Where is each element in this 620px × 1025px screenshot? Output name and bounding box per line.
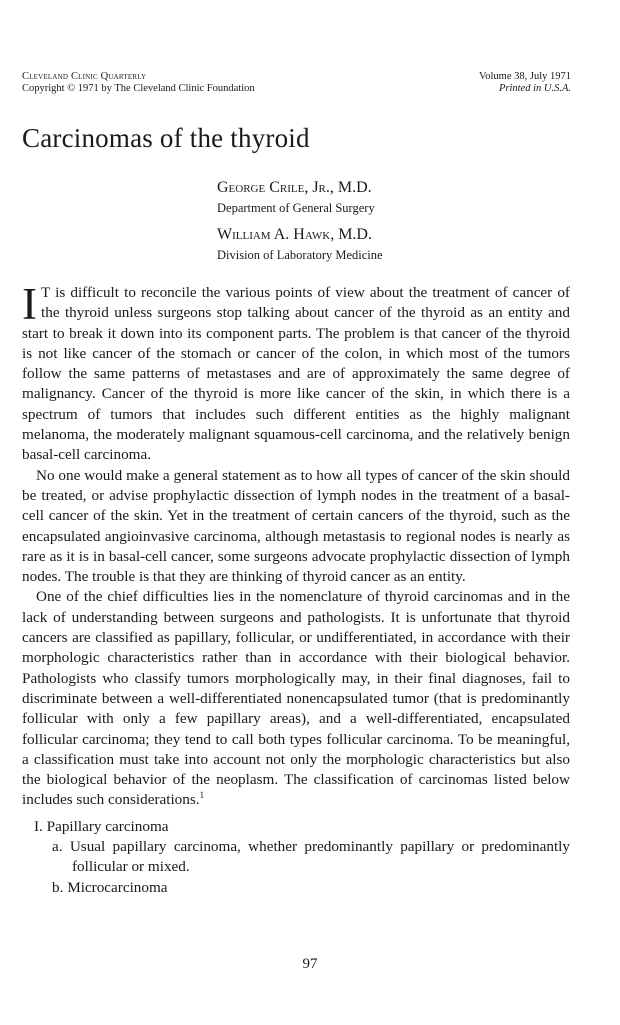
classification-list	[22, 817, 570, 898]
reference-marker: 1	[199, 790, 205, 801]
paragraph-3	[22, 587, 570, 810]
copyright-line: Copyright © 1971 by The Cleveland Clinic Foundation	[22, 83, 255, 94]
journal-header	[22, 71, 255, 95]
drop-cap: I	[22, 279, 37, 329]
paragraph-text: One of the chief difficulties lies in the nomenclature of thyroid carcinomas and in the lack of understanding between surgeons and pathologists. It is unfortunate that thyroid cancers are classified as papillary, follicular, or undifferentiated, in accordance with their morphologic characteristics rather than in accordance with their biological behavior. Pathologists who classify tumors morphologically may, in their final diagnoses, fail to discriminate between a well-differentiated nonencapsulated tumor (that is predominantly follicular with only a few papillary areas), and a well-differentiated, encapsulated follicular carcinoma; they tend to call both types follicular carcinoma. To be meaningful, a classification must take into account not only the morphologic characteristics but also the biological behavior of the neoplasm. The classification of carcinomas listed below includes such considerations.	[22, 588, 570, 809]
paragraph-text: T is difficult to reconcile the various points of view about the treatment of cancer of the thyroid unless surgeons stop talking about cancer of the thyroid as an entity and start to break it down into its component parts. The problem is that cancer of the thyroid is not like cancer of the stomach or cancer of the colon, in which most of the tumors follow the same patterns of metastases and are of approximately the same degree of malignancy. Cancer of the thyroid is more like cancer of the skin, in which there is a spectrum of tumors that includes such different entities as the highly malignant melanoma, the moderately malignant squamous-cell carcinoma, and the relatively benign basal-cell carcinoma.	[22, 284, 570, 464]
author-block-2	[217, 225, 383, 263]
author-department: Department of General Surgery	[217, 201, 375, 215]
list-item: I. Papillary carcinoma	[34, 817, 169, 835]
volume-line: Volume 38, July 1971	[479, 71, 571, 82]
paragraph-2: No one would make a general statement as to how all types of cancer of the skin should be treated, or advise prophylactic dissection of lymph nodes in the treatment of a basal-cell cancer of the skin. Yet in the treatment of certain cancers of the thyroid, such as the encapsulated angioinvasive carcinoma, although metastasis to regional nodes is nearly as rare as it is in basal-cell cancer, some surgeons advocate prophylactic dissection of lymph nodes. The trouble is that they are thinking of thyroid cancer as an entity.	[22, 466, 570, 586]
page-number: 97	[302, 956, 318, 972]
author-name: William A. Hawk, M.D.	[217, 226, 372, 243]
list-item: b. Microcarcinoma	[52, 878, 168, 896]
author-department: Division of Laboratory Medicine	[217, 248, 383, 262]
list-item: a. Usual papillary carcinoma, whether predominantly papillary or predominantly follicular or mixed.	[52, 838, 570, 876]
volume-header	[479, 71, 571, 95]
author-block-1	[217, 178, 375, 216]
article-title: Carcinomas of the thyroid	[22, 123, 310, 153]
printed-line: Printed in U.S.A.	[498, 83, 571, 94]
journal-name: Cleveland Clinic Quarterly	[22, 71, 147, 82]
article-body	[22, 279, 570, 898]
paragraph-1	[22, 279, 570, 466]
author-name: George Crile, Jr., M.D.	[217, 179, 372, 196]
